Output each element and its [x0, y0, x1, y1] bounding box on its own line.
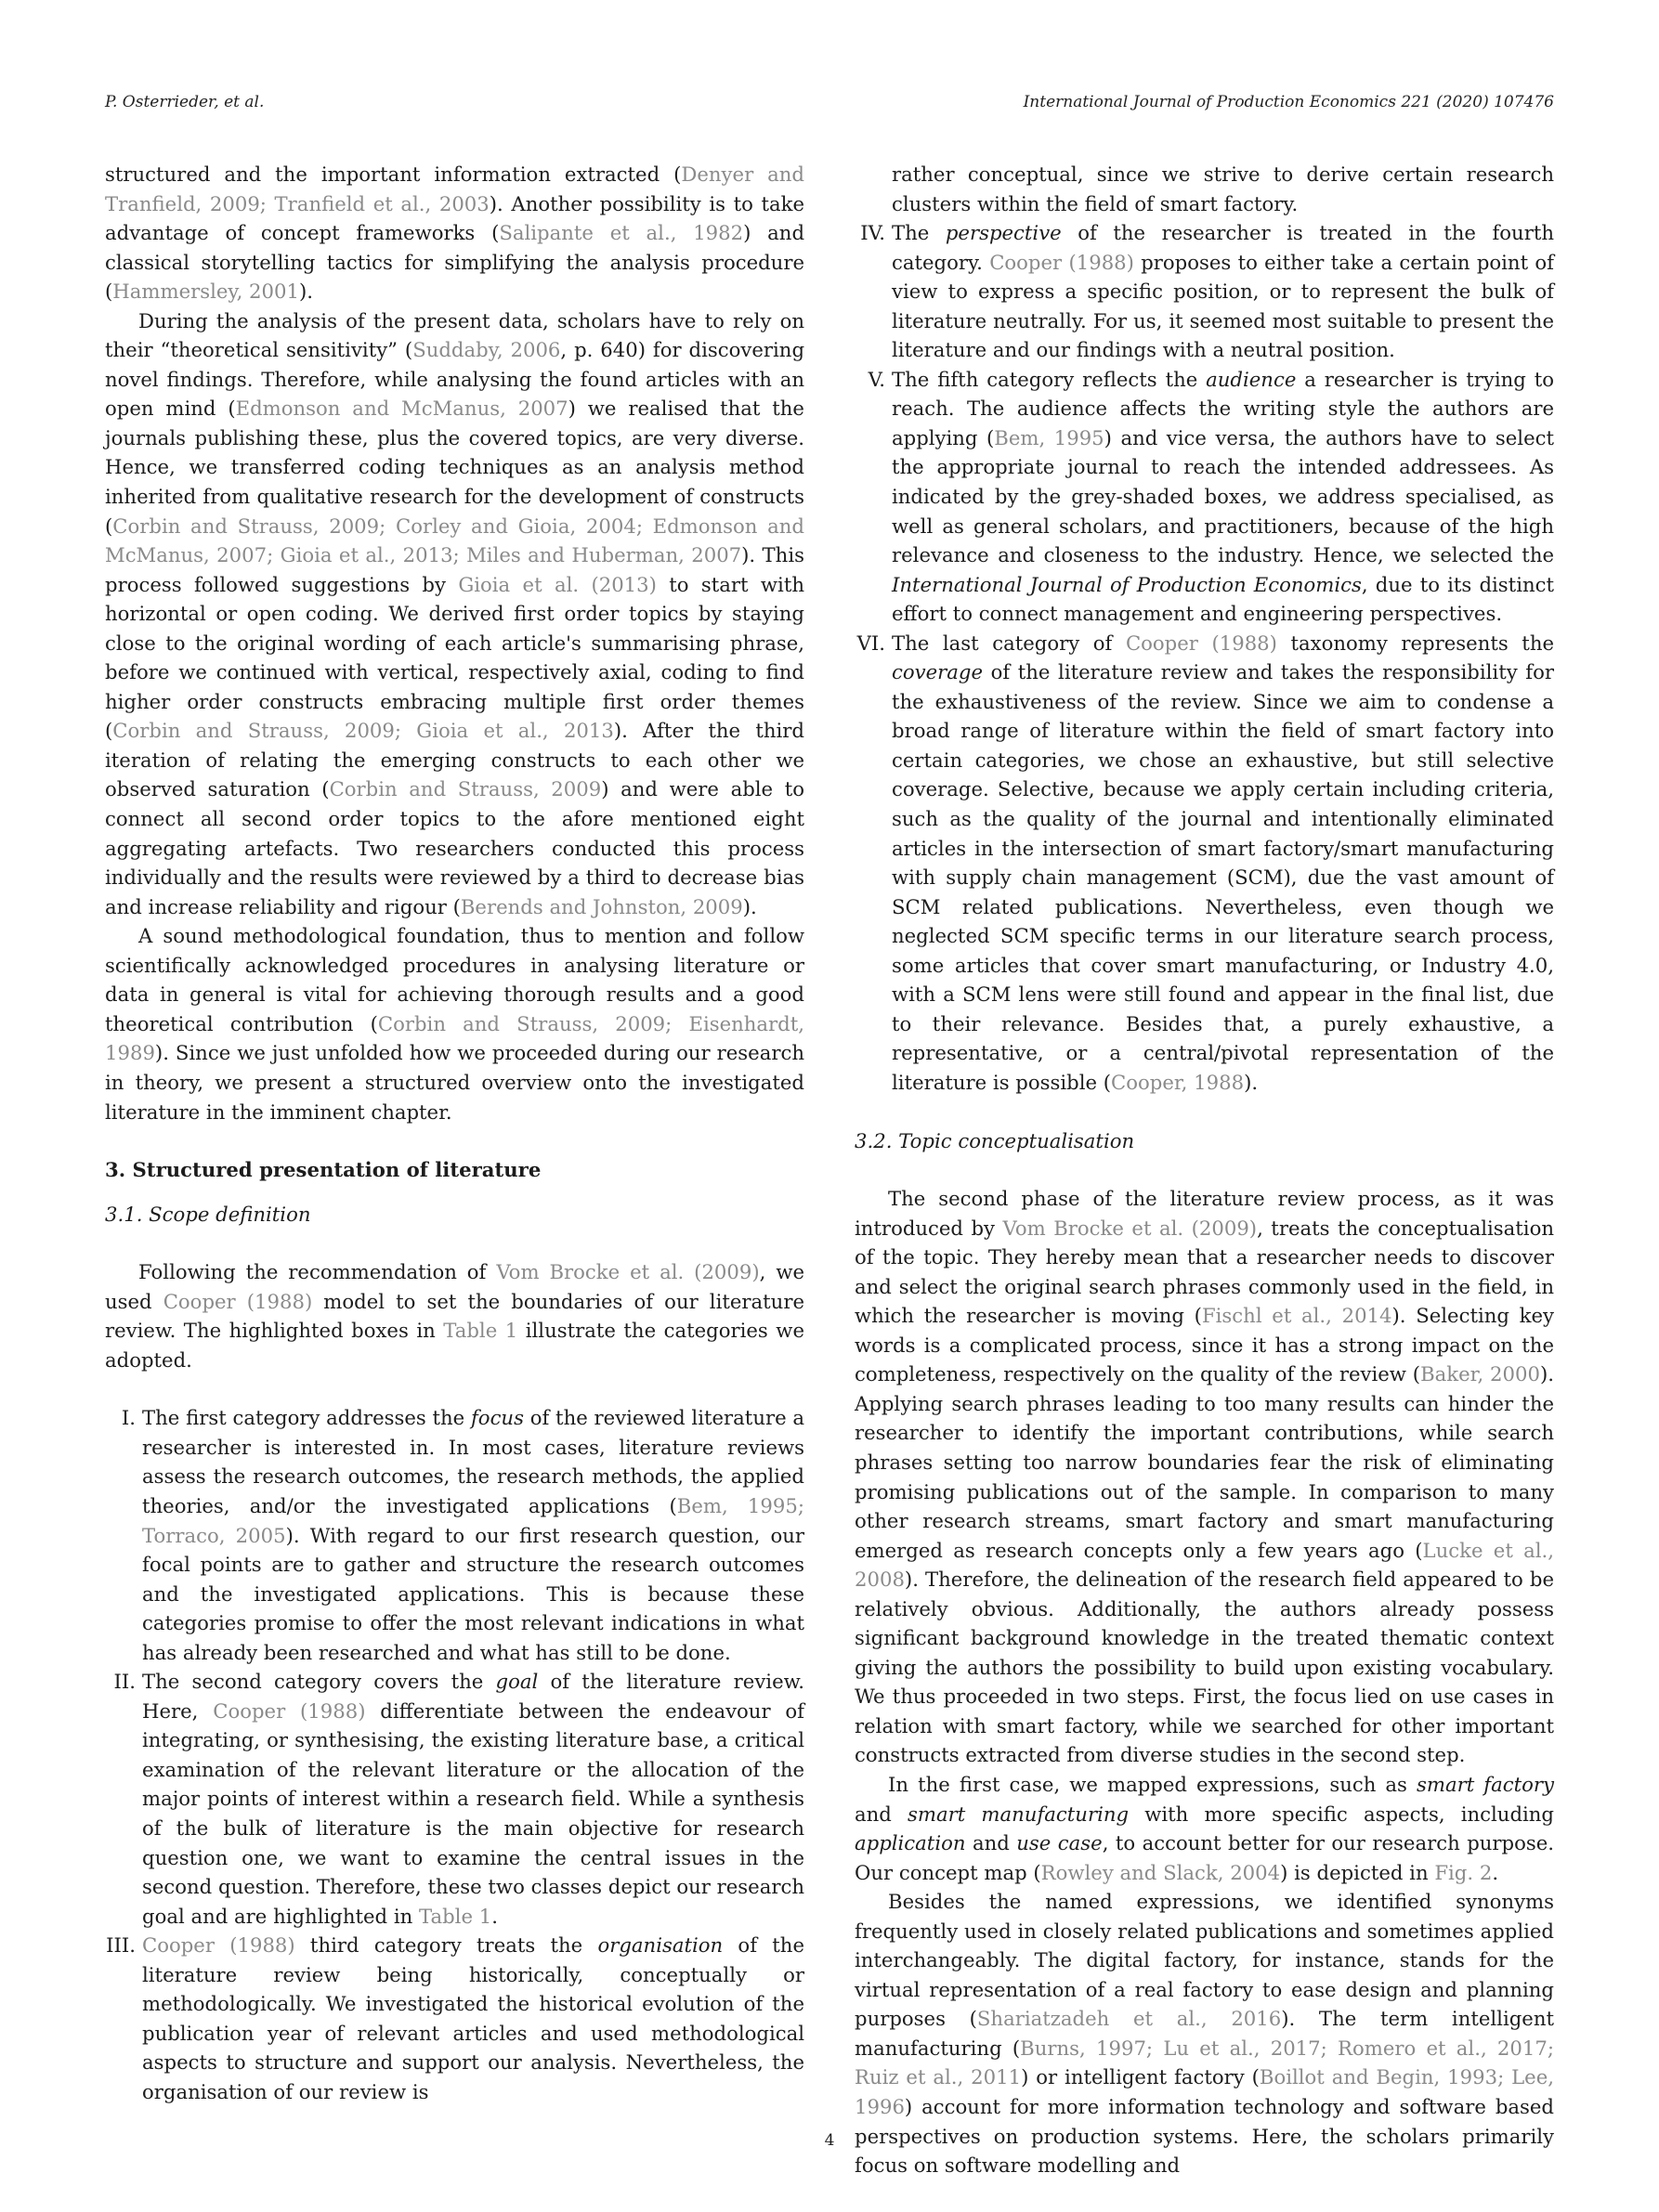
list-item: II. The second category covers the goal of the literature review. Here, Cooper (1988) differentiate between the endeavour of integrating, or synthesising, the existing literature base, a critical examination of the relevant literature or the allocation of the major points of interest within a research field. While a synthesis of the bulk of literature is the main objective for research question one, we want to examine the central issues in the second question. Therefore, these two classes depict our research goal and are highlighted in Table 1.: [105, 1667, 804, 1931]
citation-link[interactable]: Berends and Johnston, 2009: [460, 894, 743, 918]
citation-link[interactable]: Shariatzadeh et al., 2016: [976, 2007, 1282, 2031]
section-heading: 3. Structured presentation of literature: [105, 1158, 542, 1182]
citation-link[interactable]: Corbin and Strauss, 2009; Corley and Gioia, 2004; Edmonson and McManus, 2007; Gioia et al., 2013; Miles and Huberman, 2007: [105, 514, 804, 567]
paragraph: During the analysis of the present data, scholars have to rely on their “theoretical sensitivity” (Suddaby, 2006, p. 640) for discovering novel findings. Therefore, while analysing the found articles with an open mind (Edmonson and McManus, 2007) we realised that the journals publishing these, plus the covered topics, are very diverse. Hence, we transferred coding techniques as an analysis method inherited from qualitative research for the development of constructs (Corbin and Strauss, 2009; Corley and Gioia, 2004; Edmonson and McManus, 2007; Gioia et al., 2013; Miles and Huberman, 2007). This process followed suggestions by Gioia et al. (2013) to start with horizontal or open coding. We derived first order topics by staying close to the original wording of each article's summarising phrase, before we continued with vertical, respectively axial, coding to find higher order constructs embracing multiple first order themes (Corbin and Strauss, 2009; Gioia et al., 2013). After the third iteration of relating the emerging constructs to each other we observed saturation (Corbin and Strauss, 2009) and were able to connect all second order topics to the afore mentioned eight aggregating artefacts. Two researchers conducted this process individually and the results were reviewed by a third to decrease bias and increase reliability and rigour (Berends and Johnston, 2009).: [105, 308, 805, 918]
citation-link[interactable]: Gioia et al. (2013): [458, 572, 657, 596]
table-link[interactable]: Table 1: [443, 1319, 518, 1343]
citation-link[interactable]: Cooper, 1988: [1111, 1070, 1245, 1094]
citation-link[interactable]: Corbin and Strauss, 2009; Gioia et al., 2013: [112, 719, 614, 743]
citation-link[interactable]: Suddaby, 2006: [412, 338, 561, 362]
list-item: IV. The perspective of the researcher is treated in the fourth category. Cooper (1988) proposes to either take a certain point of view to express a specific position, or to represent the bulk of literature neutrally. For us, it seemed most suitable to present the literature and our findings with a neutral position.: [855, 218, 1554, 365]
list-number: II.: [113, 1670, 136, 1694]
list-item-continuation: rather conceptual, since we strive to derive certain research clusters within the field of smart factory.: [892, 163, 1554, 215]
page-number: 4: [824, 2131, 835, 2150]
citation-link[interactable]: Edmonson and McManus, 2007: [235, 397, 568, 421]
citation-link[interactable]: Baker, 2000: [1420, 1362, 1540, 1386]
citation-link[interactable]: Denyer and Tranfield, 2009; Tranfield et al., 2003: [105, 163, 804, 215]
citation-link[interactable]: Corbin and Strauss, 2009; Eisenhardt, 1989: [105, 1011, 804, 1065]
citation-link[interactable]: Hammersley, 2001: [112, 280, 299, 304]
paragraph: In the first case, we mapped expressions, such as smart factory and smart manufacturing with more specific aspects, including application and use case, to account better for our research purpose. Our concept map (Rowley and Slack, 2004) is depicted in Fig. 2.: [855, 1772, 1554, 1884]
citation-link[interactable]: Cooper (1988): [989, 250, 1134, 274]
list-number: I.: [121, 1406, 136, 1430]
figure-link[interactable]: Fig. 2: [1434, 1860, 1493, 1884]
right-column: [855, 160, 1554, 2180]
citation-link[interactable]: Cooper (1988): [213, 1698, 366, 1723]
list-item: VI. The last category of Cooper (1988) taxonomy represents the coverage of the literature review and takes the responsibility for the exhaustiveness of the review. Since we aim to condense a broad range of literature within the field of smart factory into certain categories, we chose an exhaustive, but still selective coverage. Selective, because we apply certain including criteria, such as the quality of the journal and intentionally eliminated articles in the intersection of smart factory/smart manufacturing with supply chain management (SCM), due the vast amount of SCM related publications. Nevertheless, even though we neglected SCM specific terms in our literature search process, some articles that cover smart manufacturing, or Industry 4.0, with a SCM lens were still found and appear in the final list, due to their relevance. Besides that, a purely exhaustive, a representative, or a central/pivotal representation of the literature is possible (Cooper, 1988).: [855, 629, 1554, 1098]
citation-link[interactable]: Cooper (1988): [1125, 631, 1277, 655]
paragraph: A sound methodological foundation, thus to mention and follow scientifically acknowledged procedures in analysing literature or data in general is vital for achieving thorough results and a good theoretical contribution (Corbin and Strauss, 2009; Eisenhardt, 1989). Since we just unfolded how we proceeded during our research in theory, we present a structured overview onto the investigated literature in the imminent chapter.: [105, 924, 804, 1124]
list-number: V.: [868, 367, 885, 391]
citation-link[interactable]: Bem, 1995; Torraco, 2005: [142, 1493, 804, 1547]
running-header-authors: P. Osterrieder, et al.: [105, 93, 265, 111]
running-header-journal: International Journal of Production Economics 221 (2020) 107476: [1023, 93, 1554, 111]
citation-link[interactable]: Cooper (1988): [163, 1289, 313, 1313]
list-item: V. The fifth category reflects the audience a researcher is trying to reach. The audience affects the writing style the authors are applying (Bem, 1995) and vice versa, the authors have to select the appropriate journal to reach the intended addressees. As indicated by the grey-shaded boxes, we address specialised, as well as general scholars, and practitioners, because of the high relevance and closeness to the industry. Hence, we selected the International Journal of Production Economics, due to its distinct effort to connect management and engineering perspectives.: [855, 365, 1554, 629]
citation-link[interactable]: Salipante et al., 1982: [499, 221, 744, 245]
paragraph: structured and the important information extracted (Denyer and Tranfield, 2009; Tranfield et al., 2003). Another possibility is to take advantage of concept frameworks (Salipante et al., 1982) and classical storytelling tactics for simplifying the analysis procedure (Hammersley, 2001).: [105, 163, 805, 304]
left-column: [105, 160, 804, 2106]
paragraph: Besides the named expressions, we identified synonyms frequently used in closely related publications and sometimes applied interchangeably. The digital factory, for instance, stands for the virtual representation of a real factory to ease design and planning purposes (Shariatzadeh et al., 2016). The term intelligent manufacturing (Burns, 1997; Lu et al., 2017; Romero et al., 2017; Ruiz et al., 2011) or intelligent factory (Boillot and Begin, 1993; Lee, 1996) account for more information technology and software based perspectives on production systems. Here, the scholars primarily focus on software modelling and: [855, 1890, 1554, 2178]
subsection-heading: 3.1. Scope definition: [105, 1202, 311, 1226]
paragraph: The second phase of the literature review process, as it was introduced by Vom Brocke et al. (2009), treats the conceptualisation of the topic. They hereby mean that a researcher needs to discover and select the original search phrases commonly used in the field, in which the researcher is moving (Fischl et al., 2014). Selecting key words is a complicated process, since it has a strong impact on the completeness, respectively on the quality of the review (Baker, 2000). Applying search phrases leading to too many results can hinder the researcher to identify the important contributions, while search phrases setting too narrow boundaries fear the risk of eliminating promising publications out of the sample. In comparison to many other research streams, smart factory and smart manufacturing emerged as research concepts only a few years ago (Lucke et al., 2008). Therefore, the delineation of the research field appeared to be relatively obvious. Additionally, the authors already possess significant background knowledge in the treated thematic context giving the authors the possibility to build upon existing vocabulary. We thus proceeded in two steps. First, the focus lied on use cases in relation with smart factory, while we searched for other important constructs extracted from diverse studies in the second step.: [855, 1187, 1554, 1767]
citation-link[interactable]: Vom Brocke et al. (2009): [496, 1260, 760, 1284]
list-number: IV.: [860, 221, 885, 245]
citation-link[interactable]: Boillot and Begin, 1993; Lee, 1996: [855, 2065, 1554, 2118]
list-number: III.: [106, 1933, 136, 1958]
list-item: I. The first category addresses the focus of the reviewed literature a researcher is interested in. In most cases, literature reviews assess the research outcomes, the research methods, the applied theories, and/or the investigated applications (Bem, 1995; Torraco, 2005). With regard to our first research question, our focal points are to gather and structure the research outcomes and the investigated applications. This is because these categories promise to offer the most relevant indications in what has already been researched and what has still to be done.: [105, 1403, 804, 1667]
paragraph: Following the recommendation of Vom Brocke et al. (2009), we used Cooper (1988) model to set the boundaries of our literature review. The highlighted boxes in Table 1 illustrate the categories we adopted.: [105, 1260, 804, 1372]
citation-link[interactable]: Lucke et al., 2008: [855, 1538, 1554, 1592]
citation-link[interactable]: Cooper (1988): [142, 1933, 295, 1958]
citation-link[interactable]: Fischl et al., 2014: [1201, 1304, 1392, 1328]
citation-link[interactable]: Corbin and Strauss, 2009: [329, 777, 602, 801]
citation-link[interactable]: Bem, 1995: [994, 425, 1104, 449]
list-number: VI.: [856, 631, 885, 655]
citation-link[interactable]: Rowley and Slack, 2004: [1040, 1860, 1281, 1884]
list-item: III. Cooper (1988) third category treats the organisation of the literature review being historically, conceptually or methodologically. We investigated the historical evolution of the publication year of relevant articles and used methodological aspects to structure and support our analysis. Nevertheless, the organisation of our review is: [105, 1931, 804, 2106]
table-link[interactable]: Table 1: [418, 1904, 492, 1928]
subsection-heading: 3.2. Topic conceptualisation: [855, 1128, 1135, 1152]
citation-link[interactable]: Vom Brocke et al. (2009): [1002, 1216, 1258, 1240]
citation-link[interactable]: Burns, 1997; Lu et al., 2017; Romero et al., 2017; Ruiz et al., 2011: [855, 2036, 1554, 2089]
